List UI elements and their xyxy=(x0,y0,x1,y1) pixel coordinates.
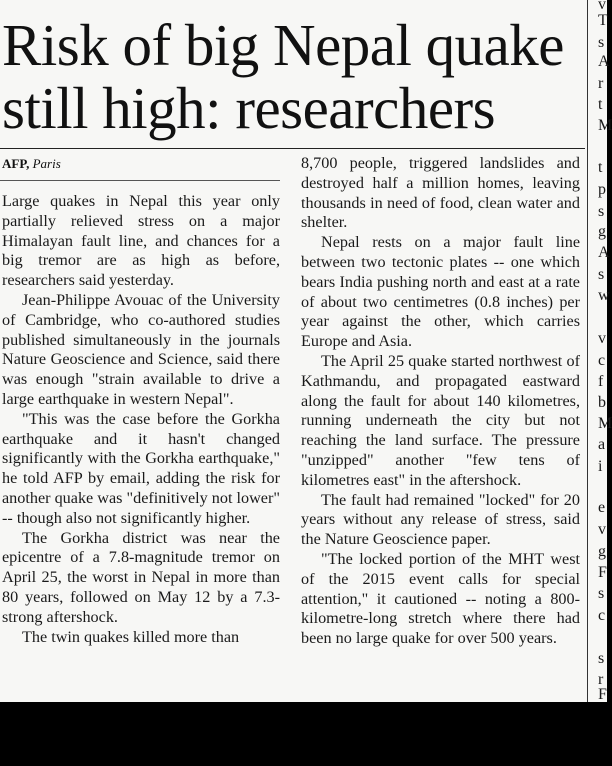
edge-letter: a xyxy=(598,436,606,453)
edge-letter: v xyxy=(598,330,606,347)
edge-letter: r xyxy=(598,75,604,92)
edge-letter: p xyxy=(598,181,606,198)
byline-rule xyxy=(0,180,280,181)
edge-letter: i xyxy=(598,458,603,475)
edge-letter: A xyxy=(598,53,610,70)
edge-letter: g xyxy=(598,223,606,240)
edge-letter: e xyxy=(598,499,606,516)
edge-letter: g xyxy=(598,543,606,560)
paragraph: Large quakes in Nepal this year only partially relieved stress on a major Himalayan fault line, and chances for a big tremor are as high as before, researchers said yesterday. xyxy=(2,192,280,290)
headline-rule xyxy=(0,148,585,149)
edge-letter: t xyxy=(598,159,603,176)
edge-letter: w xyxy=(598,287,610,304)
edge-letter: T xyxy=(598,12,608,29)
edge-letter: c xyxy=(598,607,606,624)
column-divider xyxy=(587,0,588,702)
edge-letter: s xyxy=(598,34,605,51)
edge-letter: s xyxy=(598,650,605,667)
edge-letter: v xyxy=(598,521,606,538)
edge-letter: f xyxy=(598,373,604,390)
paragraph: Nepal rests on a major fault line between two tectonic plates -- one which bears India pushing north and east at a rate of about two centimetres (0.8 inches) per year against the other, which carries Europe and Asia. xyxy=(301,233,580,351)
byline-dateline: Paris xyxy=(32,156,61,171)
edge-letter: F xyxy=(598,564,607,581)
paragraph: The twin quakes killed more than xyxy=(22,627,240,646)
edge-letter: s xyxy=(598,266,605,283)
headline-line-2: still high: researchers xyxy=(2,75,496,141)
edge-letter: b xyxy=(598,394,606,411)
edge-letter: t xyxy=(598,96,603,113)
paragraph: Jean-Philippe Avouac of the University of Cambridge, who co-authored studies published simultaneously in the journals Nature Geoscience and Science, said there was enough "strain available to drive a large earthquake in western Nepal". xyxy=(2,290,280,408)
edge-letter: c xyxy=(598,352,606,369)
headline-line-1: Risk of big Nepal quake xyxy=(2,12,564,78)
edge-letter: v xyxy=(598,0,606,13)
edge-letter: s xyxy=(598,585,605,602)
edge-letter: r xyxy=(598,671,604,688)
paragraph: The fault had remained "locked" for 20 years without any release of stress, said the Nature Geoscience paper. xyxy=(301,490,580,549)
article-column-2 xyxy=(301,154,580,649)
edge-letter: s xyxy=(598,203,605,220)
adjacent-column-edge xyxy=(598,0,610,702)
edge-letter: M xyxy=(598,415,612,432)
paragraph: "The locked portion of the MHT west of the 2015 event calls for special attention," it cautioned -- noting a 800-kilometre-long stretch where there had been no large quake for over 500 years. xyxy=(301,549,580,648)
headline xyxy=(2,14,587,140)
paragraph: "This was the case before the Gorkha earthquake and it hasn't changed significantly with the Gorkha earthquake," he told AFP by email, adding the risk for another quake was "definitively not lower" -- though also not significantly higher. xyxy=(2,409,280,527)
byline-agency: AFP, xyxy=(2,156,30,171)
edge-letter: A xyxy=(598,244,610,261)
edge-letter: F xyxy=(598,686,607,703)
paragraph: The Gorkha district was near the epicentre of a 7.8-magnitude tremor on April 25, the worst in Nepal in more than 80 years, followed on May 12 by a 7.3-strong aftershock. xyxy=(2,528,280,626)
paragraph: 8,700 people, triggered landslides and destroyed half a million homes, leaving thousands in need of food, clean water and shelter. xyxy=(301,154,580,232)
edge-letter: M xyxy=(598,117,612,134)
paragraph: The April 25 quake started northwest of Kathmandu, and propagated eastward along the fault for about 140 kilometres, running underneath the city but not reaching the land surface. The pressure "unzipped" another "few tens of kilometres east" in the aftershock. xyxy=(301,351,580,489)
byline xyxy=(2,156,282,172)
article-column-1 xyxy=(2,192,280,647)
